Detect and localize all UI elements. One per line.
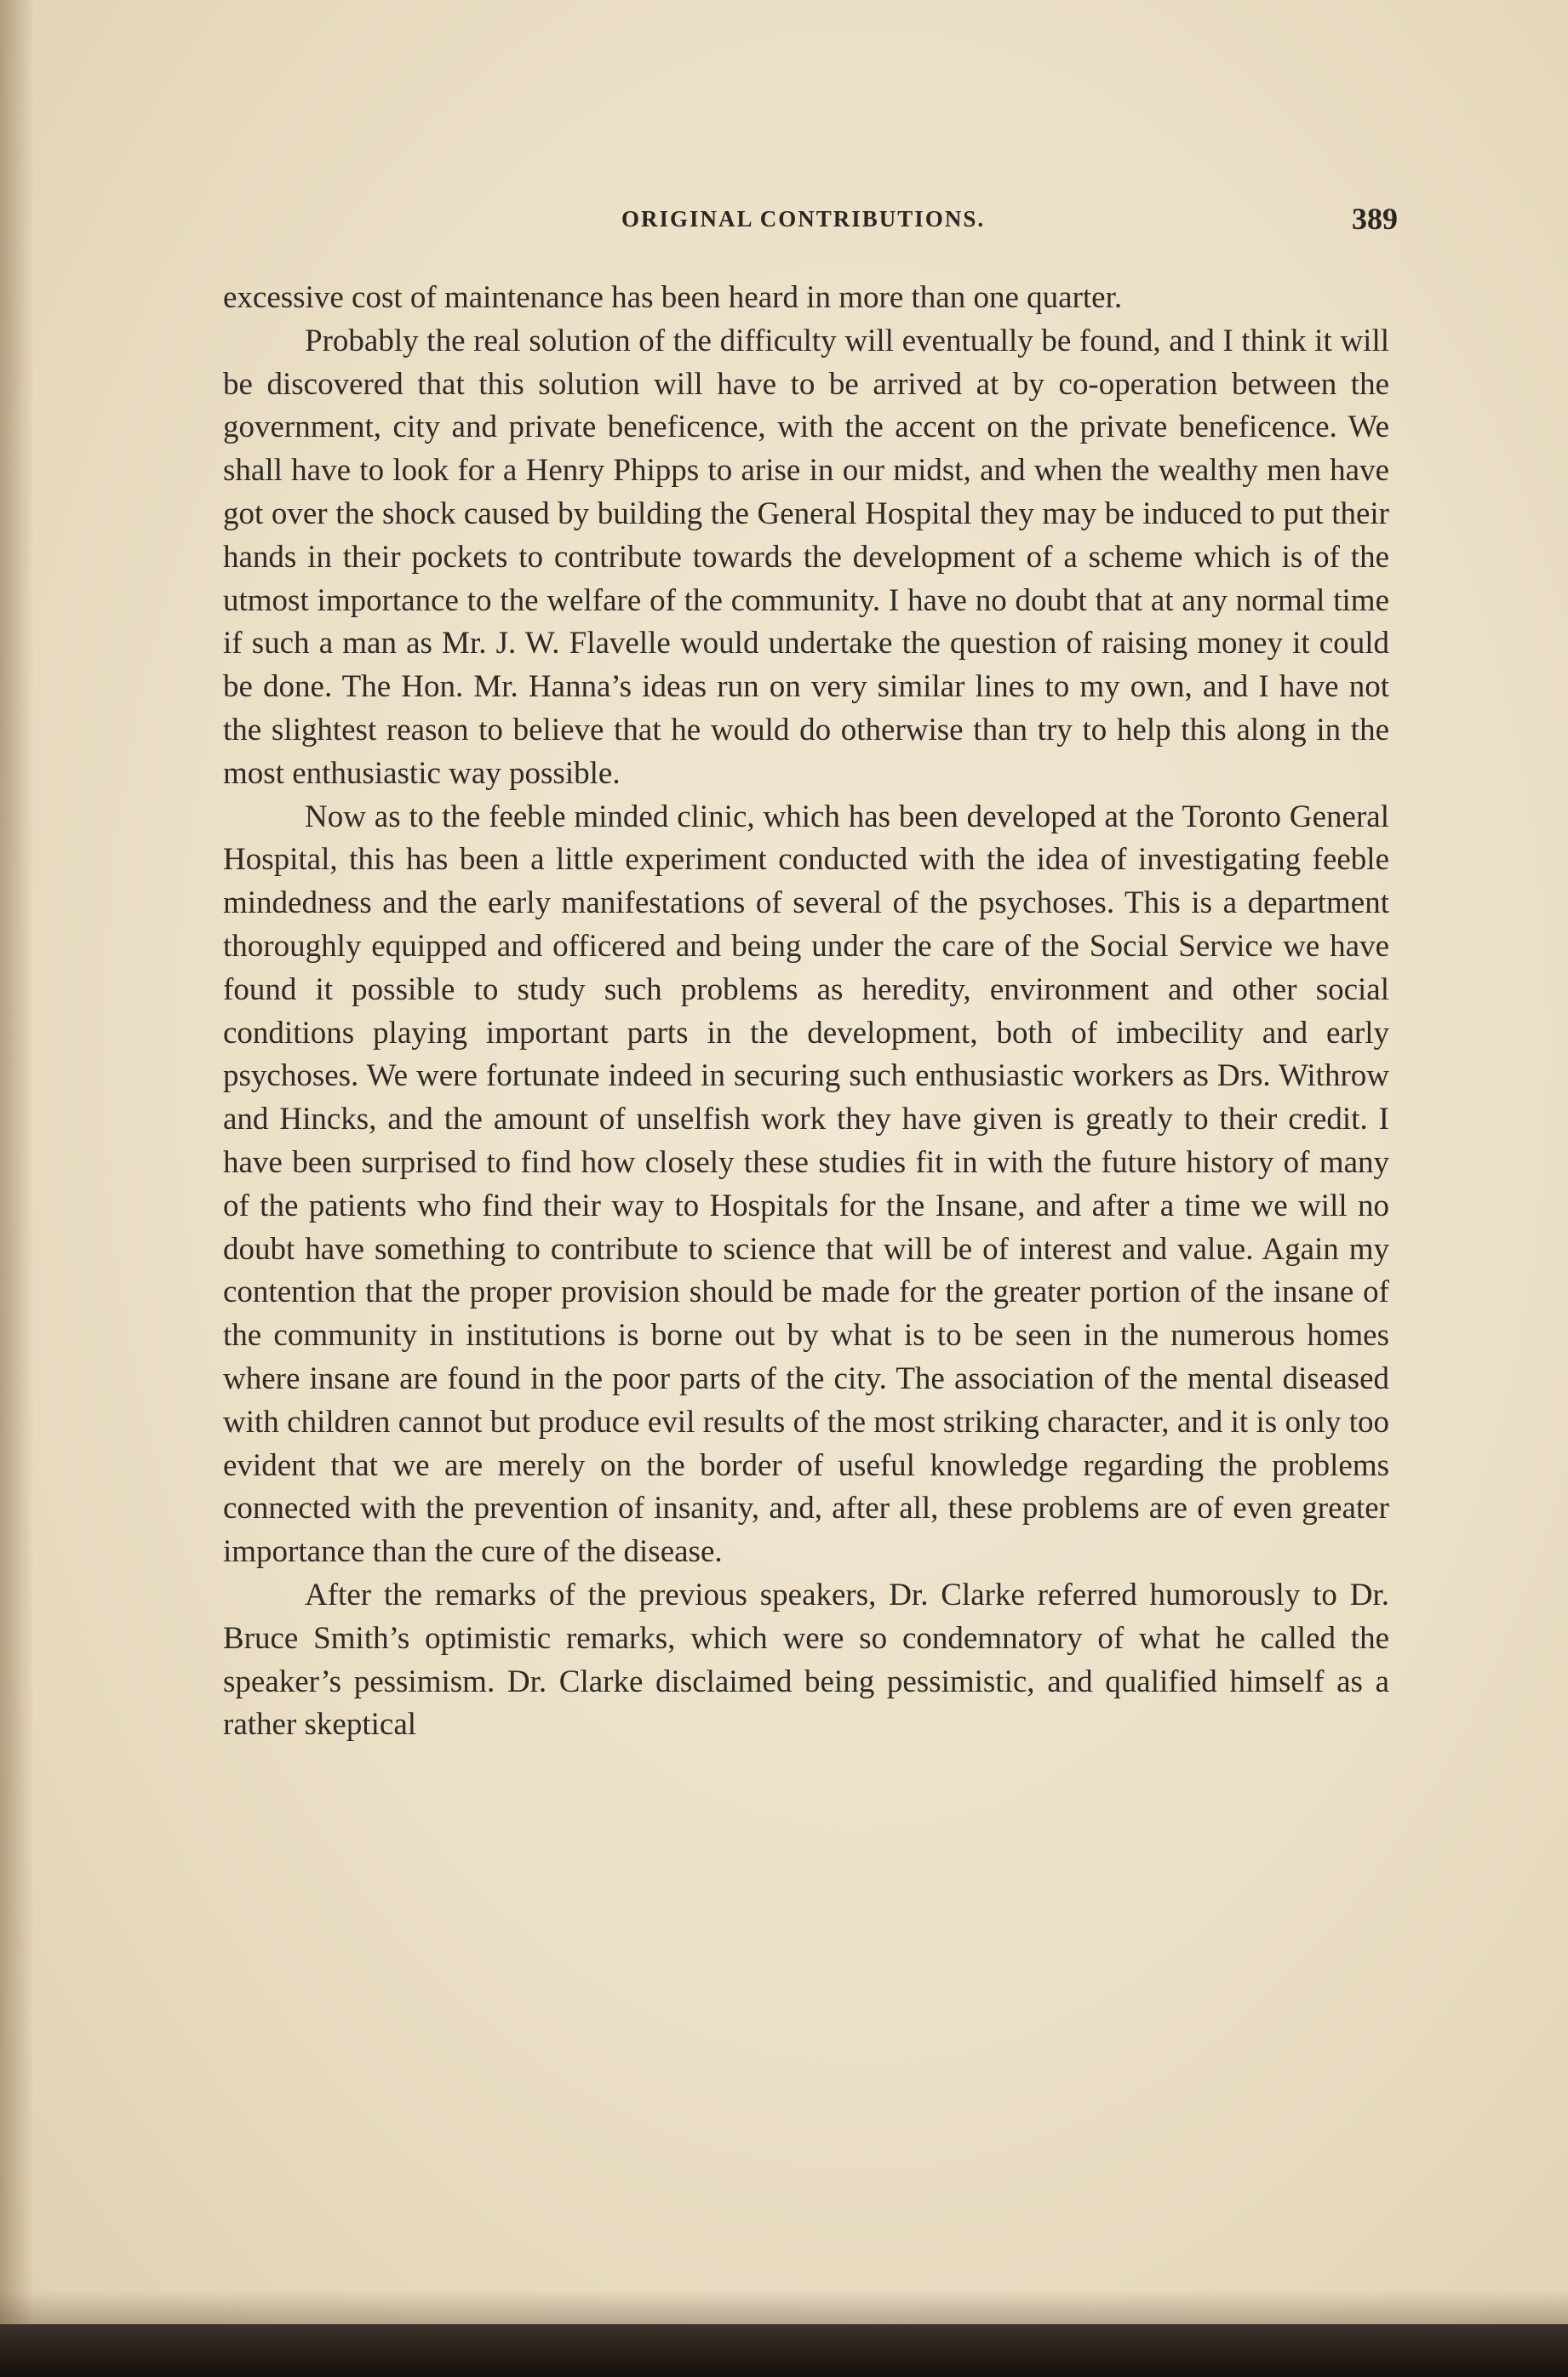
paragraph-continuation: excessive cost of maintenance has been heard in more than one quarter. (223, 280, 1123, 315)
binding-shadow (0, 0, 34, 2324)
page-header (230, 198, 1398, 240)
page-number: 389 (1352, 202, 1398, 236)
body-text (223, 277, 1389, 1747)
paragraph-feeble-minded-clinic: Now as to the feeble minded clinic, which has been developed at the Toronto General Hospital, this has been a little experiment conducted with the idea of investigating feeble mindedness and the early manifestations of several of the psychoses. This is a department thoroughly equipped and officered and being under the care of the Social Service we have found it possible to study such problems as heredity, environment and other social conditions playing important parts in the development, both of imbecility and early psychoses. We were fortunate indeed in securing such enthusiastic workers as Drs. Withrow and Hincks, and the amount of unselfish work they have given is greatly to their credit. I have been surprised to find how closely these studies fit in with the future history of many of the patients who find their way to Hospitals for the Insane, and after a time we will no doubt have something to contribute to science that will be of interest and value. Again my contention that the proper provision should be made for the greater portion of the insane of the community in institutions is borne out by what is to be seen in the numerous homes where insane are found in the poor parts of the city. The association of the mental diseased with children cannot but produce evil results of the most striking character, and it is only too evident that we are merely on the border of useful knowledge regarding the problems connected with the prevention of insanity, and, after all, these problems are of even greater importance than the cure of the disease. (223, 799, 1389, 1570)
paragraph-dr-clarke: After the remarks of the previous speakers, Dr. Clarke referred humorously to Dr. Bruce Smith’s optimistic remarks, which were so condemnatory of what he called the speaker’s pessimism. Dr. Clarke disclaimed being pessimistic, and qualified himself as a rather skeptical (223, 1577, 1389, 1743)
running-head: ORIGINAL CONTRIBUTIONS. (621, 206, 986, 232)
paragraph-solution: Probably the real solution of the difficulty will eventually be found, and I think it will be discovered that this solution will have to be arrived at by co-operation between the government, city and private beneficence, with the accent on the private beneficence. We shall have to look for a Henry Phipps to arise in our midst, and when the wealthy men have got over the shock caused by building the General Hospital they may be induced to put their hands in their pockets to contribute towards the development of a scheme which is of the utmost importance to the welfare of the community. I have no doubt that at any normal time if such a man as Mr. J. W. Flavelle would undertake the question of raising money it could be done. The Hon. Mr. Hanna’s ideas run on very similar lines to my own, and I have not the slightest reason to believe that he would do otherwise than try to help this along in the most enthusiastic way possible. (223, 323, 1389, 791)
scan-background (0, 2324, 1568, 2377)
page-bottom-shadow (0, 2290, 1568, 2324)
